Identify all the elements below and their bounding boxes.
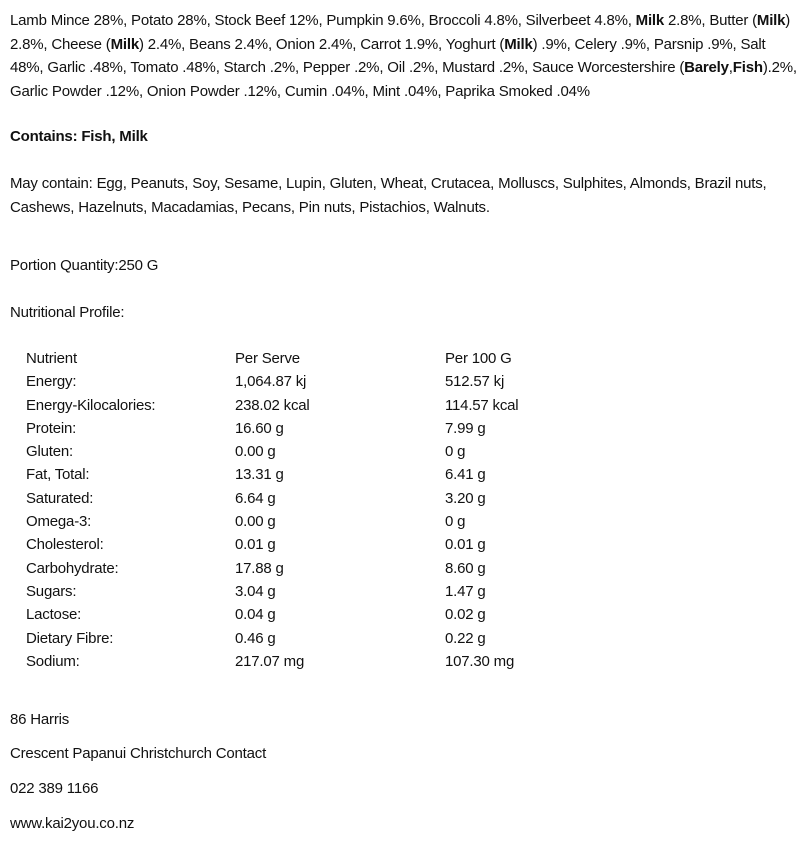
nutrient-name: Carbohydrate: (26, 559, 119, 577)
ingredient-allergen: Milk (756, 12, 786, 29)
header-per-serve: Per Serve (235, 350, 300, 367)
nutrient-per-100g: 1.47 g (445, 582, 486, 600)
table-row (26, 417, 595, 440)
table-row (26, 557, 595, 580)
nutritional-profile-label: Nutritional Profile: (10, 304, 125, 321)
nutrient-name: Saturated: (26, 489, 94, 507)
ingredient-allergen: Fish (732, 59, 763, 76)
ingredient-text: 2.8%, Butter ( (664, 12, 757, 29)
nutrient-per-serve: 1,064.87 kj (235, 373, 307, 391)
table-row (26, 510, 595, 533)
ingredient-allergen: Barely (684, 59, 729, 76)
ingredient-text: , (728, 59, 733, 76)
nutrient-per-100g: 3.20 g (445, 489, 486, 507)
ingredient-text: ) 2.8%, Cheese ( (10, 12, 791, 53)
nutrient-name: Cholesterol: (26, 536, 104, 554)
table-row (26, 394, 595, 417)
table-row (26, 370, 595, 393)
nutrient-per-serve: 0.00 g (235, 513, 276, 531)
ingredient-text: ).2%, Garlic Powder .12%, Onion Powder .12%, Cumin .04%, Mint .04%, Paprika Smoked .04% (10, 59, 797, 100)
table-row (26, 533, 595, 556)
nutrient-name: Energy: (26, 373, 77, 391)
table-row (26, 463, 595, 486)
table-row (26, 440, 595, 463)
nutrition-table (26, 347, 595, 673)
nutrient-per-serve: 0.04 g (235, 606, 276, 624)
nutrient-name: Sugars: (26, 582, 77, 600)
nutrient-per-100g: 0.22 g (445, 629, 486, 647)
portion-quantity: Portion Quantity:250 G (10, 257, 159, 274)
table-row (26, 650, 595, 673)
nutrient-per-100g: 512.57 kj (445, 373, 505, 391)
nutrient-per-serve: 0.46 g (235, 629, 276, 647)
ingredient-allergen: Milk (110, 35, 139, 53)
nutrient-name: Energy-Kilocalories: (26, 396, 156, 414)
allergen-may-contain: May contain: Egg, Peanuts, Soy, Sesame, Lupin, Gluten, Wheat, Crutacea, Molluscs, Sulphites, Almonds, Brazil nuts, Cashews, Hazelnuts, Macadamias, Pecans, Pin nuts, Pistachios, Walnuts. (10, 175, 767, 216)
ingredient-text: ) 2.4%, Beans 2.4%, Onion 2.4%, Carrot 1.9%, Yoghurt ( (138, 35, 505, 53)
nutrient-per-100g: 8.60 g (445, 559, 486, 577)
nutrient-name: Dietary Fibre: (26, 629, 114, 647)
ingredient-allergen: Milk (635, 12, 665, 29)
contact-phone: 022 389 1166 (10, 780, 99, 797)
ingredients-list (10, 9, 800, 103)
nutrient-per-100g: 0 g (445, 513, 466, 531)
address-line-1: 86 Harris (10, 711, 70, 728)
header-nutrient: Nutrient (26, 350, 77, 367)
nutrient-per-100g: 107.30 mg (445, 652, 515, 670)
nutrient-per-serve: 13.31 g (235, 466, 284, 484)
ingredient-text: Lamb Mince 28%, Potato 28%, Stock Beef 12%, Pumpkin 9.6%, Broccoli 4.8%, Silverbeet 4.8%, (10, 12, 636, 29)
nutrient-name: Protein: (26, 419, 77, 437)
nutrient-per-100g: 6.41 g (445, 466, 486, 484)
nutrient-name: Gluten: (26, 443, 73, 461)
nutrient-per-serve: 217.07 mg (235, 652, 305, 670)
nutrient-per-serve: 0.00 g (235, 443, 276, 461)
table-row (26, 627, 595, 650)
ingredient-allergen: Milk (504, 35, 533, 53)
allergen-contains: Contains: Fish, Milk (10, 128, 148, 145)
nutrient-per-serve: 3.04 g (235, 582, 276, 600)
nutrient-per-100g: 114.57 kcal (445, 396, 519, 414)
nutrient-per-100g: 0 g (445, 443, 466, 461)
nutrient-per-serve: 238.02 kcal (235, 396, 310, 414)
header-per-100g: Per 100 G (445, 350, 512, 367)
nutrient-per-serve: 6.64 g (235, 489, 276, 507)
nutrient-name: Lactose: (26, 606, 82, 624)
nutrient-per-serve: 0.01 g (235, 536, 276, 554)
nutrient-per-serve: 16.60 g (235, 419, 284, 437)
nutrient-per-serve: 17.88 g (235, 559, 284, 577)
nutrient-name: Omega-3: (26, 513, 92, 531)
table-row (26, 603, 595, 626)
table-row (26, 580, 595, 603)
table-row (26, 487, 595, 510)
nutrient-per-100g: 7.99 g (445, 419, 486, 437)
nutrient-per-100g: 0.02 g (445, 606, 486, 624)
address-line-2: Crescent Papanui Christchurch Contact (10, 745, 267, 762)
ingredient-text: ) .9%, Celery .9%, Parsnip .9%, Salt 48%, Garlic .48%, Tomato .48%, Starch .2%, Pepper .2%, Oil .2%, Mustard .2%, Sauce Worcestershire ( (10, 35, 766, 76)
nutrient-name: Sodium: (26, 652, 80, 670)
nutrient-per-100g: 0.01 g (445, 536, 486, 554)
website-link[interactable]: www.kai2you.co.nz (10, 815, 135, 832)
nutrient-name: Fat, Total: (26, 466, 90, 484)
nutrition-header-row (26, 347, 595, 370)
